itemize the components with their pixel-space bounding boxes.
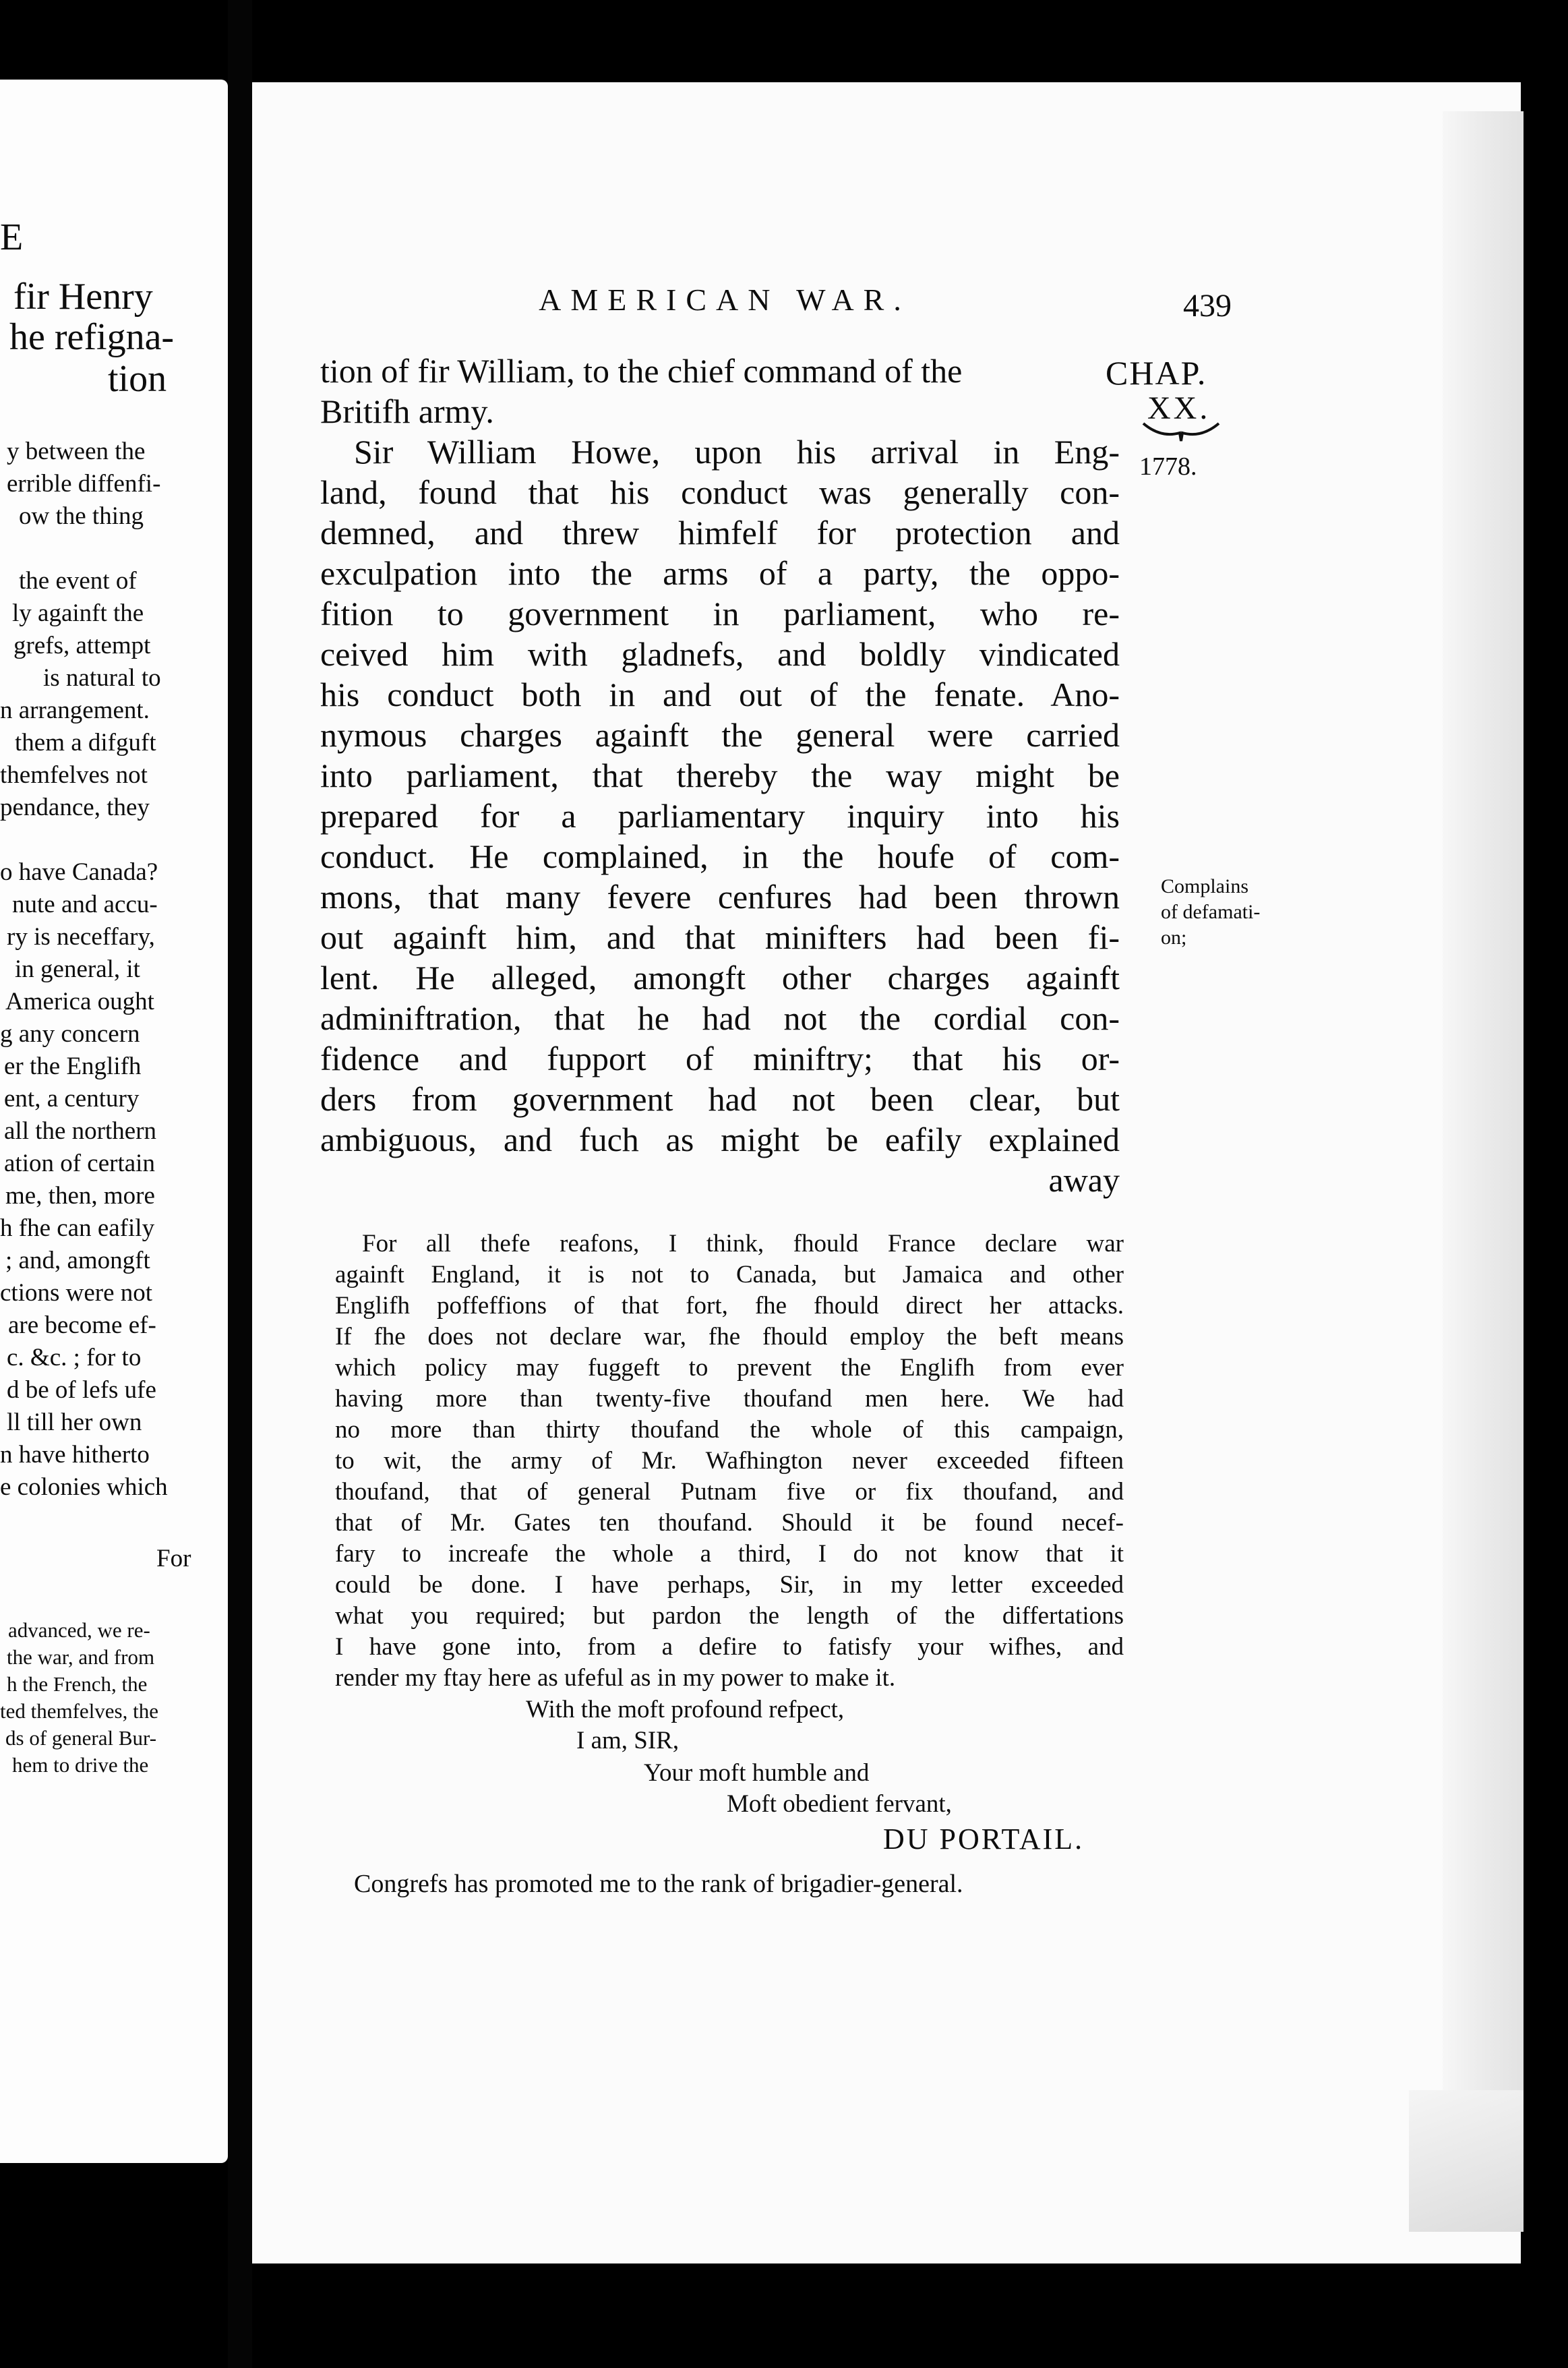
left-page-line: E	[0, 216, 24, 258]
left-page-line: ds of general Bur-	[5, 1726, 157, 1750]
left-page-line: the war, and from	[7, 1645, 155, 1669]
body-line: nymous charges againft the general were carried	[320, 716, 1120, 754]
left-page-line: America ought	[5, 988, 154, 1015]
body-line: into parliament, that thereby the way might be	[320, 757, 1120, 794]
left-page-line: er the Englifh	[4, 1053, 142, 1080]
letter-line: If fhe does not declare war, fhe fhould employ the beft means	[335, 1323, 1124, 1351]
body-line: demned, and threw himfelf for protection and	[320, 514, 1120, 552]
page-edge-shadow	[1443, 111, 1524, 2228]
letter-line: having more than twenty-five thoufand men here. We had	[335, 1385, 1124, 1413]
left-page-line: g any concern	[0, 1020, 140, 1048]
left-page-line: c. &c. ; for to	[7, 1344, 142, 1371]
left-page-line: themfelves not	[0, 761, 148, 789]
body-line: adminiftration, that he had not the cordial con-	[320, 999, 1120, 1037]
closing-line: I am, SIR,	[576, 1727, 680, 1754]
letter-line: againft England, it is not to Canada, but Jamaica and other	[335, 1261, 1124, 1289]
body-line: Sir William Howe, upon his arrival in Eng-	[354, 433, 1120, 471]
letter-line: no more than thirty thoufand the whole of this campaign,	[335, 1416, 1124, 1444]
page-corner-fold	[1409, 2090, 1524, 2232]
letter-line: fary to increafe the whole a third, I do not know that it	[335, 1540, 1124, 1568]
left-page-line: all the northern	[4, 1117, 157, 1145]
left-page-line: grefs, attempt	[13, 632, 151, 659]
brace-ornament-icon	[1141, 418, 1222, 449]
body-line: ceived him with gladnefs, and boldly vindicated	[320, 635, 1120, 673]
margin-note-line: of defamati-	[1161, 901, 1261, 923]
body-line: conduct. He complained, in the houfe of com-	[320, 837, 1120, 875]
left-page-fragment	[0, 80, 228, 2163]
left-page-line: For	[156, 1545, 191, 1572]
left-page-line: advanced, we re-	[8, 1618, 150, 1642]
closing-line: Your moft humble and	[644, 1759, 870, 1787]
page-number: 439	[1183, 288, 1232, 324]
letter-line: which policy may fuggeft to prevent the Englifh from ever	[335, 1354, 1124, 1382]
margin-note-line: on;	[1161, 926, 1187, 949]
left-page-line: h the French, the	[7, 1672, 148, 1696]
left-page-line: in general, it	[15, 955, 140, 983]
body-line: away	[1048, 1161, 1120, 1199]
left-page-line: he refigna-	[9, 316, 175, 358]
left-page-line: ry is neceffary,	[7, 923, 155, 951]
left-page-line: n have hitherto	[0, 1441, 150, 1469]
body-line: ambiguous, and fuch as might be eafily explained	[320, 1121, 1120, 1158]
body-line: his conduct both in and out of the fenate. Ano-	[320, 676, 1120, 713]
left-page-line: are become ef-	[8, 1311, 156, 1339]
margin-chapter-label: CHAP.	[1106, 354, 1207, 392]
postscript: Congrefs has promoted me to the rank of brigadier-general.	[354, 1870, 963, 1898]
left-page-line: y between the	[7, 438, 146, 465]
left-page-line: ll till her own	[7, 1409, 142, 1436]
margin-note-line: Complains	[1161, 875, 1249, 897]
left-page-line: the event of	[19, 567, 137, 595]
closing-line: Moft obedient fervant,	[727, 1790, 952, 1818]
left-page-line: ent, a century	[4, 1085, 140, 1113]
left-page-line: tion	[108, 358, 167, 400]
body-line: tion of fir William, to the chief command of the	[320, 352, 963, 390]
letter-line: to wit, the army of Mr. Wafhington never exceeded fifteen	[335, 1447, 1124, 1475]
body-line: prepared for a parliamentary inquiry into his	[320, 797, 1120, 835]
body-line: ders from government had not been clear, but	[320, 1080, 1120, 1118]
letter-line: thoufand, that of general Putnam five or fix thoufand, and	[335, 1478, 1124, 1506]
body-line: mons, that many fevere cenfures had been thrown	[320, 878, 1120, 916]
left-page-line: n arrangement.	[0, 697, 150, 724]
margin-chapter-number: XX.	[1147, 390, 1211, 426]
left-page-line: ly againft the	[12, 599, 144, 627]
left-page-line: hem to drive the	[12, 1753, 149, 1777]
left-page-line: ation of certain	[4, 1150, 155, 1177]
body-line: fidence and fupport of miniftry; that his or-	[320, 1040, 1120, 1077]
left-page-line: d be of lefs ufe	[7, 1376, 156, 1404]
running-head: AMERICAN WAR.	[539, 283, 911, 317]
letter-line: For all thefe reafons, I think, fhould France declare war	[362, 1230, 1124, 1257]
signature-name: DU PORTAIL.	[883, 1823, 1085, 1856]
letter-line: could be done. I have perhaps, Sir, in my letter exceeded	[335, 1571, 1124, 1599]
body-line: out againft him, and that minifters had been fi-	[320, 918, 1120, 956]
body-line: fition to government in parliament, who re-	[320, 595, 1120, 632]
margin-year: 1778.	[1139, 452, 1197, 481]
body-line: land, found that his conduct was generally con-	[320, 473, 1120, 511]
left-page-line: pendance, they	[0, 794, 150, 821]
body-line: exculpation into the arms of a party, the oppo-	[320, 554, 1120, 592]
letter-line: Englifh poffeffions of that fort, fhe fhould direct her attacks.	[335, 1292, 1124, 1320]
left-page-line: o have Canada?	[0, 858, 158, 886]
left-page-line: errible diffenfi-	[7, 470, 161, 498]
left-page-line: ow the thing	[19, 502, 144, 530]
left-page-line: e colonies which	[0, 1473, 168, 1501]
left-page-line: ctions were not	[0, 1279, 153, 1307]
left-page-line: me, then, more	[5, 1182, 155, 1210]
left-page-line: h fhe can eafily	[0, 1214, 155, 1242]
left-page-line: nute and accu-	[12, 891, 158, 918]
left-page-line: ; and, amongft	[5, 1247, 150, 1274]
letter-line: I have gone into, from a defire to fatisfy your wifhes, and	[335, 1633, 1124, 1661]
letter-line: render my ftay here as ufeful as in my power to make it.	[335, 1664, 896, 1692]
body-line: Britifh army.	[320, 392, 494, 430]
letter-line: what you required; but pardon the length of the differtations	[335, 1602, 1124, 1630]
closing-line: With the moft profound refpect,	[526, 1696, 845, 1723]
book-gutter	[228, 0, 252, 2368]
letter-line: that of Mr. Gates ten thoufand. Should it be found necef-	[335, 1509, 1124, 1537]
left-page-line: fir Henry	[13, 276, 153, 318]
body-line: lent. He alleged, amongft other charges againft	[320, 959, 1120, 997]
left-page-line: ted themfelves, the	[0, 1699, 158, 1723]
left-page-line: is natural to	[43, 664, 161, 692]
left-page-line: them a difguft	[15, 729, 156, 757]
